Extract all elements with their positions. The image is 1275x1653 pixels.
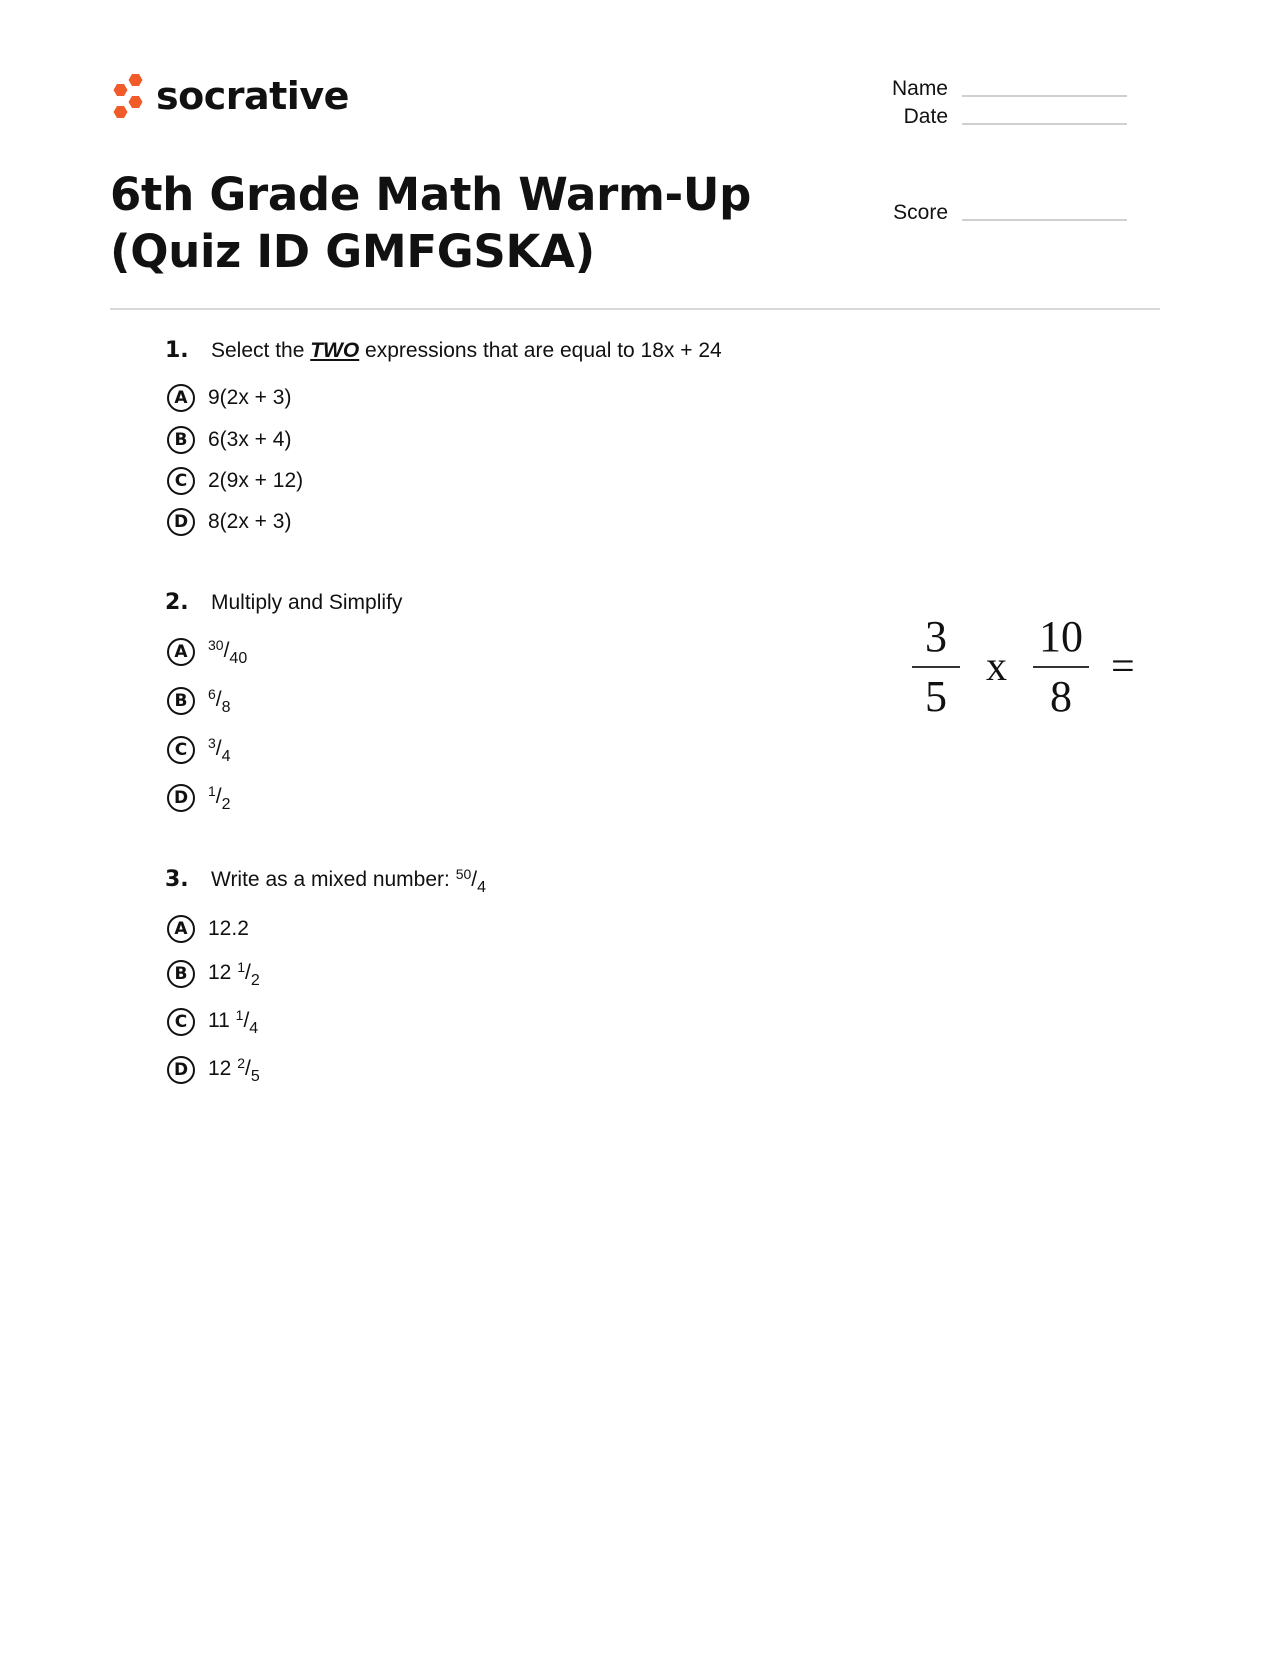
- question-text: Select the TWO expressions that are equal to 18x + 24: [211, 339, 722, 362]
- emphasis-two: TWO: [310, 339, 360, 362]
- bubble-d[interactable]: D: [167, 508, 195, 536]
- bubble-b[interactable]: B: [167, 960, 195, 988]
- question-number: 2.: [165, 590, 189, 615]
- bubble-c[interactable]: C: [167, 736, 195, 764]
- fraction-3-5: $\frac{3}{5}$: [912, 612, 960, 722]
- option-c[interactable]: [167, 726, 402, 774]
- bubble-b[interactable]: B: [167, 687, 195, 715]
- fraction: $^6/_8$: [208, 685, 231, 716]
- option-a[interactable]: [167, 378, 722, 418]
- option-a[interactable]: [167, 628, 402, 676]
- bubble-a[interactable]: A: [167, 915, 195, 943]
- question-1: [165, 338, 722, 543]
- option-text: 8(2x + 3): [208, 510, 292, 533]
- mixed-number: 11 $^1/_4$: [208, 1006, 259, 1037]
- question-number: 3.: [165, 867, 189, 892]
- bubble-d[interactable]: D: [167, 1056, 195, 1084]
- option-d[interactable]: [167, 774, 402, 822]
- page-title: 6th Grade Math Warm-Up (Quiz ID GMFGSKA): [110, 168, 752, 278]
- socrative-logo: [110, 72, 349, 120]
- name-line[interactable]: [962, 95, 1127, 97]
- fraction-10-8: $\frac{10}{8}$: [1033, 612, 1089, 722]
- option-text: 6(3x + 4): [208, 427, 292, 451]
- score-line[interactable]: [962, 219, 1127, 221]
- score-label: Score: [893, 201, 948, 224]
- mixed-number: 12 $^2/_5$: [208, 1054, 260, 1085]
- equals-sign: =: [1111, 644, 1135, 690]
- score-field[interactable]: [828, 202, 1127, 223]
- date-label: Date: [903, 105, 948, 128]
- option-a[interactable]: [167, 908, 486, 950]
- question-3: [165, 866, 486, 1094]
- bubble-a[interactable]: A: [167, 638, 195, 666]
- date-field[interactable]: [828, 106, 1127, 127]
- option-text: 9(2x + 3): [208, 386, 292, 409]
- question-text: Multiply and Simplify: [211, 591, 403, 614]
- mixed-number: 12 $^1/_2$: [208, 958, 260, 989]
- name-field[interactable]: [828, 78, 1127, 99]
- multiply-sign: x: [986, 644, 1007, 690]
- option-text: 2(9x + 12): [208, 469, 304, 492]
- bubble-b[interactable]: B: [167, 426, 195, 454]
- brand-name: socrative: [156, 74, 349, 118]
- date-line[interactable]: [962, 123, 1127, 125]
- fraction-equation-image: [912, 612, 1135, 722]
- header-divider: [110, 308, 1160, 310]
- bubble-d[interactable]: D: [167, 784, 195, 812]
- question-text: Write as a mixed number: $^{50}/_4$: [211, 866, 487, 896]
- hexagon-cluster-icon: [110, 72, 148, 120]
- option-d[interactable]: [167, 1046, 486, 1094]
- fraction: $^1/_2$: [208, 782, 231, 813]
- option-c[interactable]: [167, 998, 486, 1046]
- fraction: $^{30}/_{40}$: [208, 636, 248, 667]
- bubble-a[interactable]: A: [167, 384, 195, 412]
- option-d[interactable]: [167, 501, 722, 543]
- question-2: [165, 590, 402, 822]
- option-b[interactable]: [167, 418, 722, 461]
- option-b[interactable]: [167, 950, 486, 998]
- option-text: 12.2: [208, 917, 249, 940]
- bubble-c[interactable]: C: [167, 1008, 195, 1036]
- option-c[interactable]: [167, 461, 722, 501]
- fraction: $^3/_4$: [208, 734, 231, 765]
- question-number: 1.: [165, 338, 189, 363]
- option-b[interactable]: [167, 676, 402, 726]
- bubble-c[interactable]: C: [167, 467, 195, 495]
- name-label: Name: [891, 77, 948, 100]
